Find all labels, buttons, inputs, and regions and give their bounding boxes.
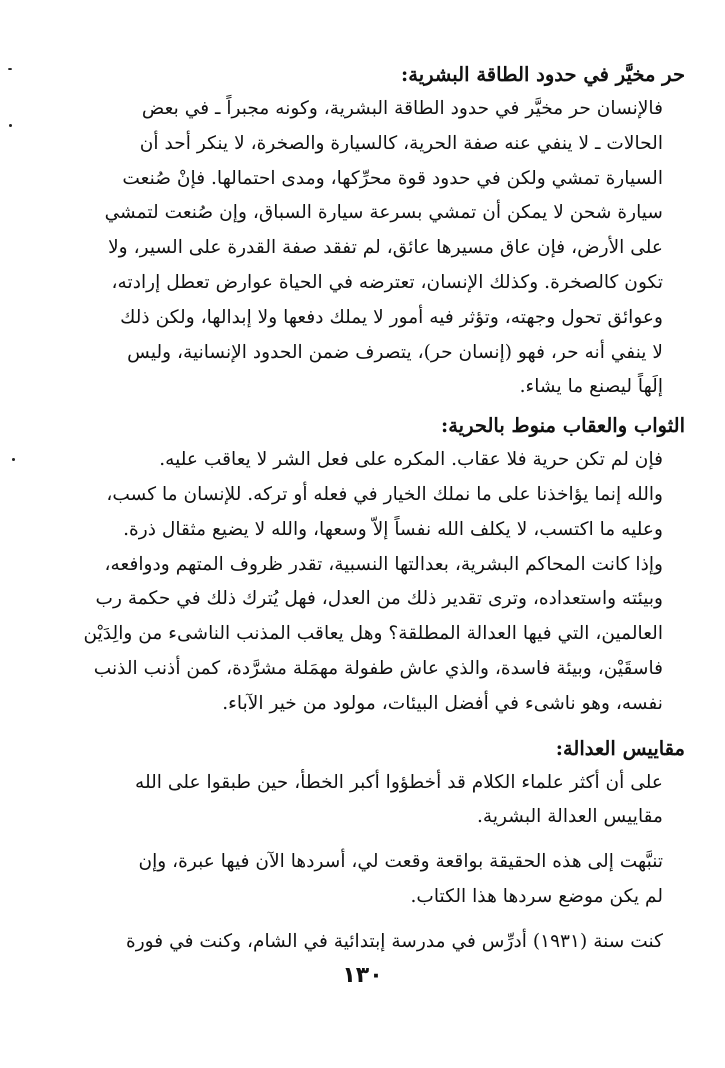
paragraph [58,443,685,721]
section-heading-free-choice: حر مخيَّر في حدود الطاقة البشرية: [401,63,685,86]
text-line: مقاييس العدالة البشرية. [476,806,663,828]
text-line: كنت سنة (١٩٣١) أدرِّس في مدرسة إبتدائية في الشام، وكنت في فورة [125,930,663,952]
text-line: العالمين، التي فيها العدالة المطلقة؟ وهل يعاقب المذنب الناشىء من والِدَيْن [83,623,663,645]
text-line: على الأرض، فإن عاق مسيرها عائق، لم تفقد صفة القدرة على السير، ولا [108,237,663,259]
text-line: الحالات ـ لا ينفي عنه صفة الحرية، كالسيارة والصخرة، لا ينكر أحد أن [139,132,663,154]
page-number: ١٣٠ [342,963,383,988]
scan-speck [8,68,12,70]
text-line: وعوائق تحول وجهته، وتؤثر فيه أمور لا يملك دفعها ولا إبدالها، ولكن ذلك [120,306,663,328]
text-line: نفسه، وهو ناشىء في أفضل البيئات، مولود من خير الآباء. [222,692,663,714]
text-line: سيارة شحن لا يمكن أن تمشي بسرعة سيارة السباق، وإن صُنعت لتمشي [104,202,663,224]
text-line: فاسقَيْن، وبيئة فاسدة، والذي عاش طفولة مهمَلة مشرَّدة، كمن أذنب الذنب [93,657,663,679]
text-line: السيارة تمشي ولكن في حدود قوة محرِّكها، ومدى احتمالها. فإنْ صُنعت [122,167,663,189]
scan-speck [9,124,12,127]
text-line: لا ينفي أنه حر، فهو (إنسان حر)، يتصرف ضمن الحدود الإنسانية، وليس [127,341,663,363]
text-line: لم يكن موضع سردها هذا الكتاب. [410,885,663,907]
scan-speck [12,458,15,461]
text-line: وبيئته واستعداده، وترى تقدير ذلك من العدل، فهل يُترك ذلك في حكمة رب [95,588,663,610]
paragraph [58,92,685,405]
text-line: إلَهاً ليصنع ما يشاء. [519,376,663,398]
section-heading-justice-measures: مقاييس العدالة: [555,736,685,760]
text-line: فالإنسان حر مخيَّر في حدود الطاقة البشرية، وكونه مجبراً ـ في بعض [141,98,663,119]
text-line: على أن أكثر علماء الكلام قد أخطؤوا أكبر الخطأ، حين طبقوا على الله [135,771,663,793]
text-line: وعليه ما اكتسب، لا يكلف الله نفساً إلاّ وسعها، والله لا يضيع مثقال ذرة. [123,518,663,540]
paragraph [58,766,685,836]
text-line: والله إنما يؤاخذنا على ما نملك الخيار في فعله أو تركه. للإنسان ما كسب، [106,483,663,505]
text-line: تكون كالصخرة. وكذلك الإنسان، تعترضه في الحياة عوارض تعطل إرادته، [111,271,663,293]
text-line: تنبَّهت إلى هذه الحقيقة بواقعة وقعت لي، أسردها الآن فيها عبرة، وإن [138,851,663,873]
section-heading-reward-punishment: الثواب والعقاب منوط بالحرية: [441,414,685,438]
paragraph [58,845,685,915]
text-line: فإن لم تكن حرية فلا عقاب. المكره على فعل الشر لا يعاقب عليه. [159,449,663,471]
text-line: وإذا كانت المحاكم البشرية، بعدالتها النسبية، تقدر ظروف المتهم ودوافعه، [104,553,663,575]
page-text [58,58,685,960]
paragraph [58,925,685,960]
